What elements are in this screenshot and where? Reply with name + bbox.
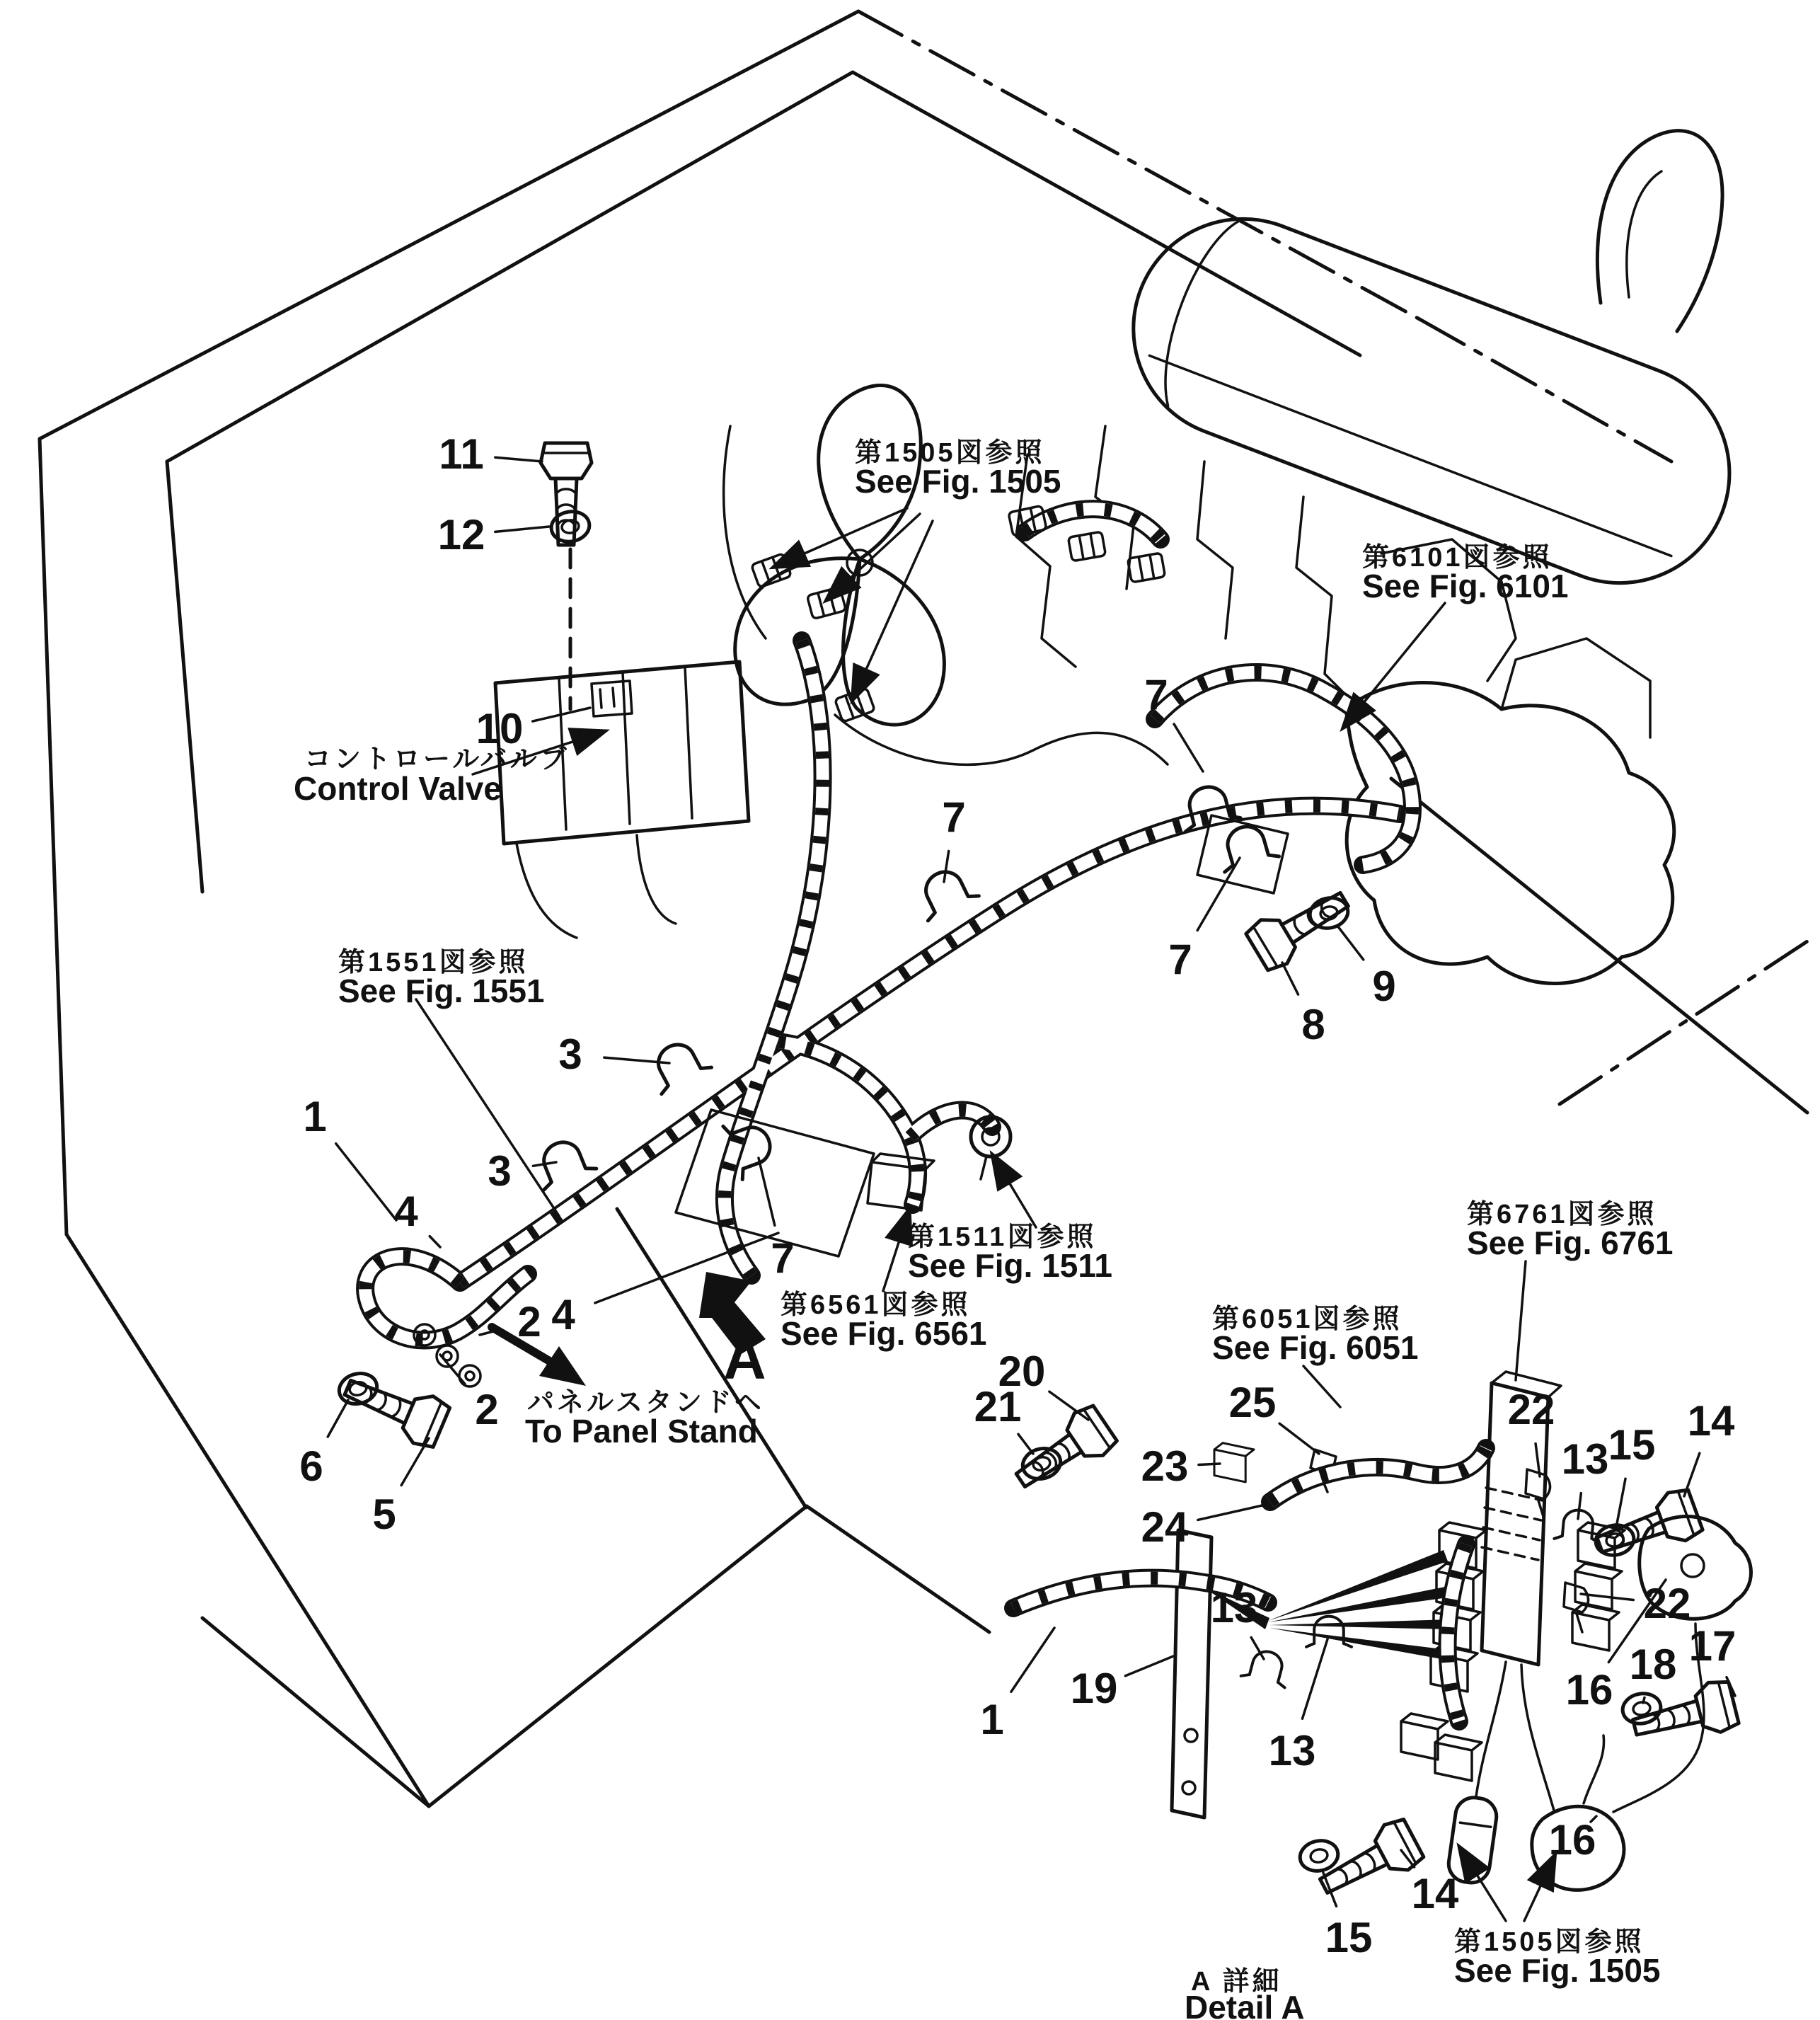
harness-tube-wrap [725,641,823,1275]
fig-ref-jp-0: 第1505図参照 [855,438,1045,468]
ref-leader-2 [1516,1261,1526,1380]
fig-ref-jp-1: 第6101図参照 [1362,543,1553,573]
fig-ref-en-0: See Fig. 1505 [855,463,1061,500]
part-label-13: 13 [1561,1435,1609,1483]
fig-ref-jp-3: 第1511図参照 [908,1222,1097,1252]
bolt-5 [338,1364,451,1451]
leader-line-12 [495,527,549,532]
harness-tube-core [778,1042,918,1205]
fig-ref-en-1: See Fig. 6101 [1362,568,1569,604]
leader-line-7 [944,851,949,882]
harness-tube [1155,672,1412,865]
fig-ref-en-2: See Fig. 1551 [338,972,545,1009]
fig-ref-jp-2: 第1551図参照 [338,948,529,977]
fig-ref-en-7: See Fig. 1505 [1454,1952,1661,1989]
pointer-arrow-5 [883,1212,909,1291]
leader-line-7 [1197,858,1240,931]
ref-leader-1 [1303,1366,1340,1407]
control-valve-caption-jp: コントロールバルブ [304,745,570,774]
part-label-13: 13 [1268,1727,1316,1774]
part-label-16: 16 [1565,1666,1613,1714]
fig-ref-en-3: See Fig. 1511 [908,1247,1112,1284]
part-label-15: 15 [1325,1914,1373,1961]
fig-ref-jp-4: 第6561図参照 [781,1290,971,1320]
part-label-19: 19 [1070,1665,1118,1712]
pointer-arrow-2 [853,521,933,698]
part-label-11: 11 [439,430,484,478]
part-label-14: 14 [1687,1397,1735,1445]
detail-a-caption-en: Detail A [1185,1989,1305,2020]
part-label-3: 3 [558,1031,582,1078]
leader-line-4 [430,1236,440,1247]
part-label-5: 5 [372,1491,396,1538]
part-label-3: 3 [488,1147,512,1195]
part-label-10: 10 [476,705,524,752]
fig-ref-jp-5: 第6051図参照 [1212,1304,1403,1334]
fig-ref-jp-6: 第6761図参照 [1467,1200,1657,1229]
part-label-21: 21 [974,1383,1022,1430]
harness-tube-wrap [1155,672,1412,865]
part-label-7: 7 [771,1234,795,1282]
bolt-20 [1006,1402,1119,1501]
fig-ref-en-5: See Fig. 6051 [1212,1329,1419,1366]
leader-line-23 [1199,1464,1220,1465]
leader-line-7 [759,1158,775,1225]
leader-line-14 [1684,1453,1700,1496]
part-label-6: 6 [299,1442,323,1490]
leader-line-18 [1643,1697,1645,1703]
leader-line-9 [1337,926,1364,960]
harness-tube [725,641,823,1275]
washer-18 [1620,1691,1663,1727]
part-label-17: 17 [1688,1622,1737,1670]
leader-line-1 [1011,1628,1054,1692]
detail-a-caption-jp: A 詳細 [1191,1967,1282,1997]
part-label-24: 24 [1141,1503,1189,1551]
harness-tube-core [1155,672,1412,865]
part-label-25: 25 [1228,1379,1277,1426]
part-label-22: 22 [1643,1580,1691,1627]
part-label-2: 2 [475,1386,499,1433]
leader-line-15 [1616,1479,1625,1527]
part-label-14: 14 [1411,1870,1459,1917]
part-label-4: 4 [551,1291,575,1338]
control-valve [495,549,749,938]
part-label-12: 12 [437,511,485,558]
part-label-7: 7 [1168,936,1192,983]
leader-line-25 [1279,1423,1319,1454]
bolt-11 [541,443,592,545]
part-label-1: 1 [303,1093,327,1140]
part-label-13: 13 [1210,1584,1258,1631]
part-label-18: 18 [1629,1641,1677,1688]
leader-line-20 [1049,1391,1088,1420]
harness-tube-core [725,641,823,1275]
leader-line-6 [328,1400,348,1437]
view-a-letter: A [723,1325,766,1391]
leader-line-19 [1125,1656,1173,1676]
connector-10 [592,681,632,716]
part-label-7: 7 [1144,671,1168,718]
fig-ref-jp-7: 第1505図参照 [1454,1927,1645,1957]
part-label-23: 23 [1141,1442,1189,1490]
bolt-14b [1312,1815,1426,1908]
engine-fan [724,385,945,725]
part-label-22: 22 [1507,1386,1555,1433]
part-label-8: 8 [1301,1001,1325,1048]
leader-line-13 [1578,1493,1581,1519]
part-label-20: 20 [998,1348,1046,1395]
connector-23 [1214,1443,1254,1482]
pointer-arrow-3 [1344,603,1445,726]
part-label-7: 7 [942,793,966,841]
control-valve-caption-en: Control Valve [294,770,502,807]
leader-line-11 [495,457,542,461]
pointer-arrow-4 [993,1157,1036,1227]
pointer-arrow-7 [1524,1857,1554,1921]
arrows-layer [473,508,1554,1921]
leader-line-21 [1018,1434,1033,1454]
part-label-2: 2 [517,1298,541,1345]
leader-line-24 [1198,1505,1265,1520]
fig-ref-en-4: See Fig. 6561 [781,1315,987,1352]
leader-line-1 [336,1144,396,1220]
pointer-arrow-6 [1461,1849,1506,1921]
panel-stand-caption-en: To Panel Stand [525,1413,758,1450]
part-label-1: 1 [980,1696,1004,1743]
part-label-16: 16 [1548,1816,1596,1864]
leader-line-13 [1302,1639,1327,1718]
leader-line-8 [1282,963,1298,994]
leader-line-7 [1174,724,1203,771]
part-label-15: 15 [1608,1421,1656,1469]
part-label-9: 9 [1372,963,1396,1010]
part-label-4: 4 [394,1188,418,1235]
fig-ref-en-6: See Fig. 6761 [1467,1224,1674,1261]
panel-stand-caption-jp: パネルスタンドヘ [527,1388,764,1418]
